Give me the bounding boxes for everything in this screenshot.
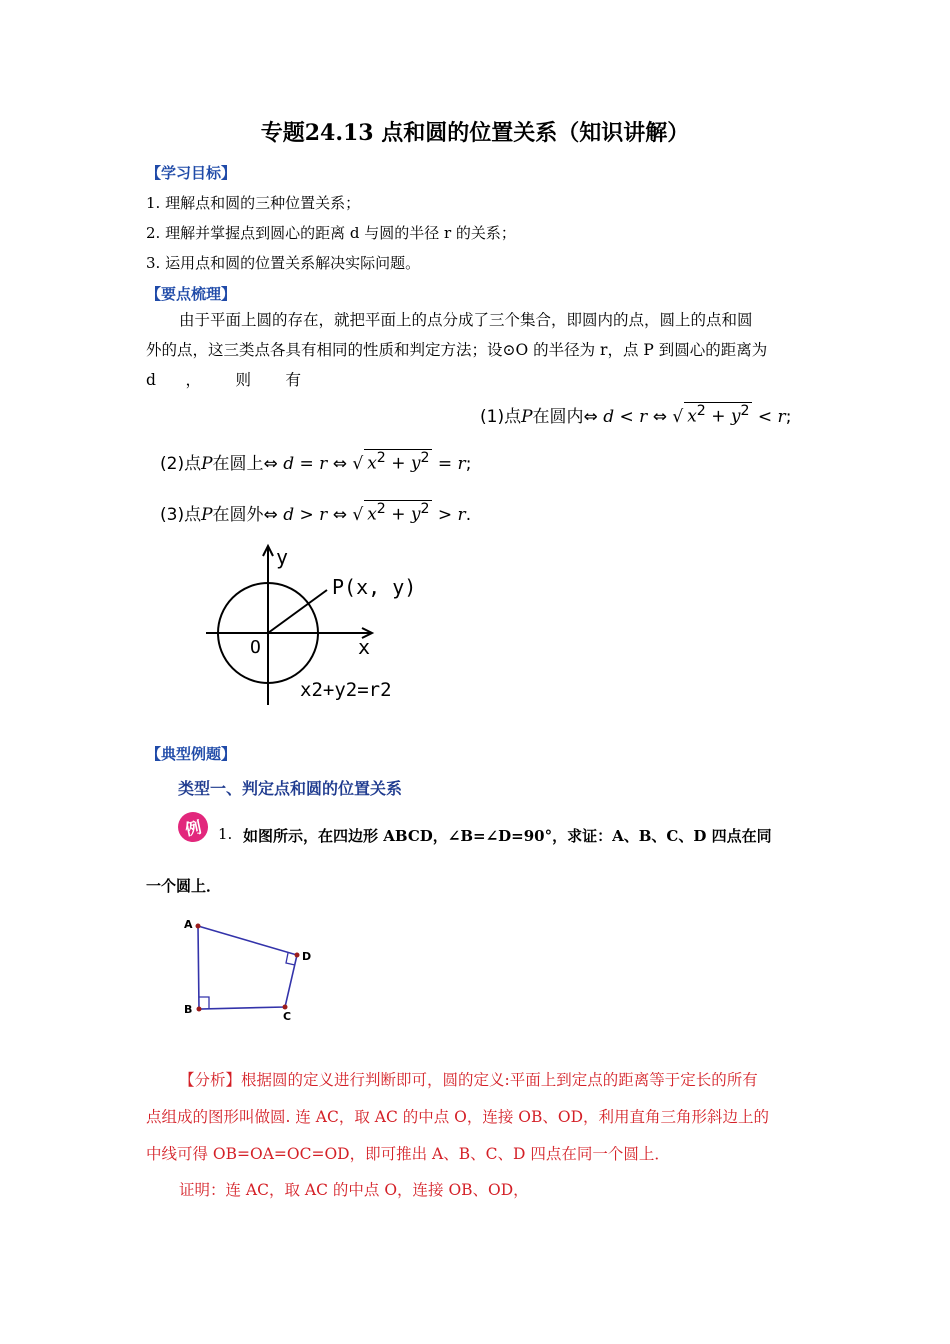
analysis-line-3: 中线可得 OB=OA=OC=OD，即可推出 A、B、C、D 四点在同一个圆上． (146, 1145, 670, 1163)
page-title: 专题24.13 点和圆的位置关系（知识讲解） (260, 120, 690, 146)
proof-line: 证明：连 AC，取 AC 的中点 O，连接 OB、OD， (179, 1181, 529, 1199)
vertex-c (283, 1005, 288, 1010)
quadrilateral-abcd (198, 926, 297, 1009)
goal-item-1: 1. 理解点和圆的三种位置关系； (146, 194, 361, 212)
x-axis-label: x (358, 635, 371, 659)
point-p-label: P(x, y) (332, 575, 417, 599)
label-c: C (283, 1010, 292, 1023)
formula-outside-prefix: (3)点 (160, 505, 202, 525)
formula-inside-relation: 在圆内⇔ (532, 407, 598, 427)
quadrilateral-figure (178, 912, 328, 1024)
formula-outside-relation: 在圆外⇔ (212, 505, 278, 525)
example1-line2: 一个圆上． (146, 877, 222, 895)
goal-item-3: 3. 运用点和圆的位置关系解决实际问题。 (146, 254, 421, 272)
goal-item-2: 2. 理解并掌握点到圆心的距离 d 与圆的半径 r 的关系； (146, 224, 516, 242)
formula-inside: (1)点P在圆内⇔ d < r ⇔ √ $x^2 + y^2 < r$; (480, 403, 792, 427)
example1-line1: 如图所示，在四边形 ABCD，∠B=∠D=90°，求证：A、B、C、D 四点在同 (243, 827, 772, 845)
vertex-b (197, 1007, 202, 1012)
analysis-line-1: 【分析】根据圆的定义进行判断即可，圆的定义:平面上到定点的距离等于定长的所有 (179, 1071, 758, 1089)
y-axis-label: y (276, 545, 289, 569)
label-b: B (184, 1003, 193, 1016)
section-typical-examples: 【典型例题】 (146, 745, 237, 763)
circle-coordinate-figure (190, 540, 430, 715)
formula-on-prefix: (2)点 (160, 454, 202, 474)
section-key-points: 【要点梳理】 (146, 285, 237, 303)
circle-equation-label: x2+y2=r2 (300, 679, 392, 701)
origin-label: O (250, 637, 261, 658)
analysis-line-2: 点组成的图形叫做圆. 连 AC，取 AC 的中点 O，连接 OB、OD，利用直角三角形斜边上的 (146, 1108, 770, 1126)
formula-on: (2)点P在圆上⇔ d = r ⇔ √ $x^2 + y^2 = r$; (160, 450, 472, 474)
vertex-a (196, 924, 201, 929)
formula-outside: (3)点P在圆外⇔ d > r ⇔ √ $x^2 + y^2 > r$. (160, 501, 472, 525)
formula-on-relation: 在圆上⇔ (212, 454, 278, 474)
label-d: D (302, 950, 312, 963)
example-badge-icon: 例 (175, 809, 211, 845)
section-learning-goals: 【学习目标】 (146, 164, 237, 182)
intro-line-2: 外的点，这三类点各具有相同的性质和判定方法；设⊙O 的半径为 r，点 P 到圆心的距离为 (146, 341, 768, 359)
formula-inside-prefix: (1)点 (480, 407, 522, 427)
example1-number: 1. (218, 825, 233, 843)
label-a: A (184, 918, 193, 931)
intro-line-1: 由于平面上圆的存在，就把平面上的点分成了三个集合，即圆内的点，圆上的点和圆 (179, 311, 753, 329)
type1-heading: 类型一、判定点和圆的位置关系 (178, 779, 403, 798)
intro-line-3: d ， 则 有 (146, 371, 301, 389)
vertex-d (295, 953, 300, 958)
